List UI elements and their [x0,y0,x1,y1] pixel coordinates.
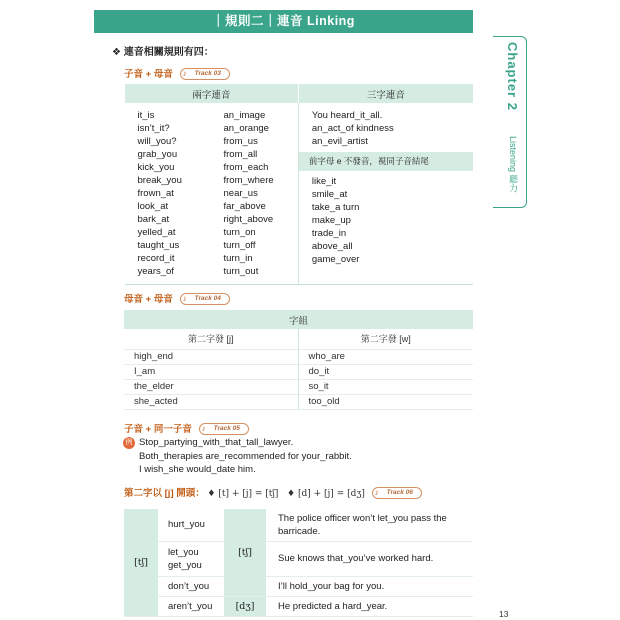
linking-table-2 [124,310,473,410]
example-sentence: Stop_partying_with_that_tall_lawyer. [139,437,294,448]
linking-phrase: smile_at [311,189,348,200]
word-list-a [138,109,224,278]
phrase-cell: don’t_you [158,576,224,596]
audio-icon: ♪ [374,488,379,498]
linking-phrase: will_you? [137,136,177,147]
phrase-cell: aren’t_you [158,596,224,616]
linking-phrase: from_each [223,162,269,173]
linking-phrase: above_all [311,241,353,252]
col-three-word-header: 三字連音 [298,84,473,103]
section2-heading [124,291,230,305]
j-word: she_acted [124,394,298,409]
linking-phrase: from_where [223,175,274,186]
section3-label: 子音 + 同一子音 [124,424,192,435]
linking-phrase: kick_you [137,162,175,173]
linking-phrase: turn_out [223,266,259,277]
linking-phrase: from_all [223,149,258,160]
linking-table-3 [124,509,473,617]
two-word-cell [125,103,299,285]
linking-phrase: it_is [137,110,155,121]
section2-label: 母音 + 母音 [124,294,173,305]
section3-heading [124,421,249,435]
table-row [124,596,473,616]
track-05-badge[interactable] [199,423,249,435]
word-list-b [224,109,274,278]
example-cell: The police officer won’t let_you pass the barricade. [266,509,473,541]
phrase: let_you [168,546,199,558]
linking-phrase: break_you [137,175,182,186]
track-06-label: Track 06 [386,489,413,497]
chapter-section-label: Listening 聽力 [508,136,518,193]
word-list-c [299,103,473,148]
j-word: the_elder [124,379,298,394]
linking-phrase: make_up [311,215,351,226]
track-03-badge[interactable] [180,68,230,80]
sub-header-w: 第二字發 [w] [298,329,473,349]
linking-phrase: turn_on [223,227,256,238]
example-marker: 例 [123,437,135,449]
example-sentence: I wish_she would_date him. [139,464,256,475]
example-cell: I’ll hold_your bag for you. [266,576,473,596]
track-03-label: Track 03 [194,70,221,78]
ipa-dzh: [dʒ] [224,596,266,616]
table-row [124,364,473,379]
j-word: I_am [124,364,298,379]
linking-table-1 [124,84,473,285]
table-row [124,379,473,394]
word-list-d [299,175,473,272]
linking-phrase: an_evil_artist [311,136,368,147]
phrase: get_you [168,559,202,571]
page-number: 13 [499,609,509,619]
word-group-header: 字組 [124,310,473,329]
w-word: too_old [298,394,473,409]
table-row [124,349,473,364]
example-cell: Sue knows that_you’ve worked hard. [266,541,473,576]
track-04-label: Track 04 [194,295,221,303]
linking-phrase: turn_in [223,253,253,264]
table-row [124,394,473,409]
j-word: high_end [124,349,298,364]
linking-phrase: near_us [223,188,258,199]
three-word-cell [298,103,473,285]
linking-phrase: look_at [137,201,169,212]
w-word: so_it [298,379,473,394]
audio-icon: ♪ [182,294,187,304]
phrase-cell [158,541,224,576]
table-row [124,509,473,541]
track-05-label: Track 05 [213,425,240,433]
audio-icon: ♪ [182,69,187,79]
section4-label: 第二字以 [j] 開頭： [124,488,205,499]
linking-phrase: years_of [137,266,174,277]
linking-phrase: an_image [223,110,266,121]
table-row [124,541,473,576]
track-06-badge[interactable] [372,487,422,499]
example-cell: He predicted a hard_year. [266,596,473,616]
linking-phrase: record_it [137,253,175,264]
example-sentence: Both_therapies are_recommended for your_rabbit. [139,450,352,462]
section-title-bar: ｜規則二｜連音 Linking [94,10,473,33]
sub-header-j: 第二字發 [j] [124,329,298,349]
linking-phrase: You heard_it_all. [311,110,383,121]
linking-phrase: take_a turn [311,202,360,213]
table-row [124,576,473,596]
linking-phrase: an_orange [223,123,269,134]
formula-dzh: ♦ [d] + [j] = [dʒ] [287,489,365,499]
chapter-label: Chapter 2 [505,42,520,111]
section4-heading [124,485,422,499]
audio-icon: ♪ [201,424,206,434]
linking-phrase: bark_at [137,214,170,225]
formula-tsh: ♦ [t] + [j] = [tʃ] [207,489,279,499]
linking-phrase: turn_off [223,240,256,251]
linking-phrase: taught_us [137,240,180,251]
ipa-tsh-main: [tʃ] [124,509,158,616]
linking-phrase: isn’t_it? [137,123,170,134]
linking-phrase: right_above [223,214,274,225]
w-word: do_it [298,364,473,379]
example-sentences [139,436,352,477]
section1-label: 子音 + 母音 [124,69,173,80]
col-two-word-header: 兩字連音 [125,84,299,103]
ipa-tsh: [tʃ] [224,509,266,596]
linking-phrase: from_us [223,136,258,147]
section1-heading [124,66,230,80]
w-word: who_are [298,349,473,364]
linking-phrase: like_it [311,176,337,187]
linking-phrase: game_over [311,254,360,265]
linking-phrase: trade_in [311,228,347,239]
linking-phrase: an_act_of kindness [311,123,394,134]
phrase-cell: hurt_you [158,509,224,541]
linking-phrase: far_above [223,201,266,212]
linking-phrase: grab_you [137,149,178,160]
silent-e-note: 前字母 e 不發音，視同子音結尾 [299,152,473,171]
track-04-badge[interactable] [180,293,230,305]
linking-phrase: frown_at [137,188,174,199]
linking-phrase: yelled_at [137,227,176,238]
rules-intro: ❖ 連音相關規則有四： [112,47,214,58]
